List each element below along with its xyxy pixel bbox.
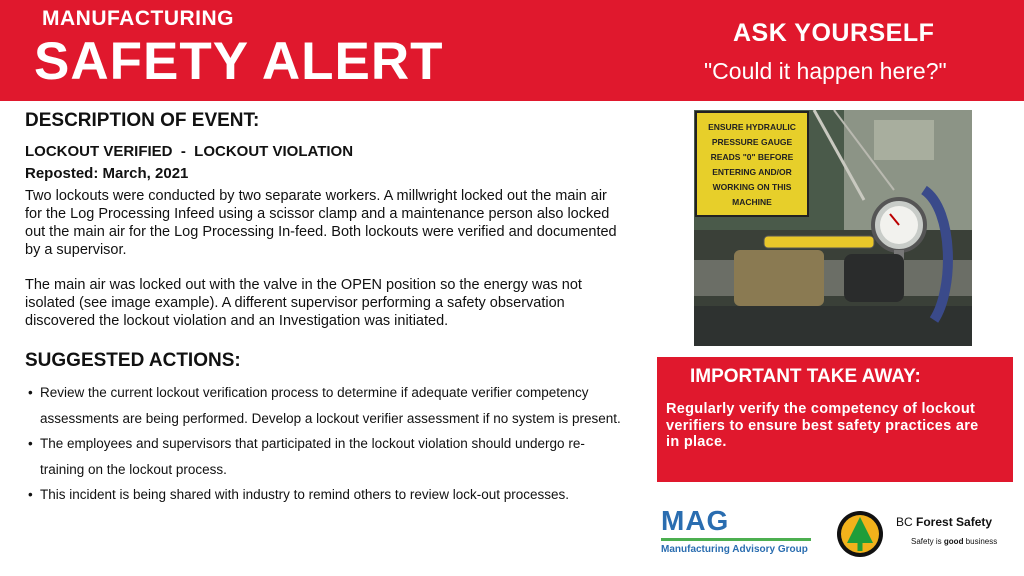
slogan-part: business [963, 537, 998, 546]
action-text: The employees and supervisors that participated in the lockout violation should undergo re-training on the lockout process. [40, 436, 585, 477]
reposted-date: Reposted: March, 2021 [25, 165, 189, 182]
bullet-icon: • [28, 385, 33, 400]
description-paragraph-2: The main air was locked out with the valve in the OPEN position so the energy was not isolated (see image example). A different supervisor performing a safety observation discovered the lockout violation and an Investigation was initiated. [25, 277, 582, 329]
banner-category: MANUFACTURING [42, 7, 234, 30]
sign-line: PRESSURE GAUGE [711, 137, 793, 147]
sign-line: READS "0" BEFORE [710, 152, 794, 162]
slogan-part: Safety is [911, 537, 944, 546]
mag-logo [661, 505, 821, 561]
list-item [25, 431, 625, 482]
bcfs-prefix: BC [896, 515, 917, 529]
action-text: This incident is being shared with industry to remind others to review lock-out processes. [40, 487, 569, 502]
bc-forest-safety-slogan [911, 537, 997, 546]
takeaway-title: IMPORTANT TAKE AWAY: [690, 366, 921, 387]
sign-line: ENSURE HYDRAULIC [708, 122, 796, 132]
action-text: Review the current lockout verification process to determine if adequate verifier competency assessments are being performed. Develop a lockout verifier assessment if no system is present. [40, 385, 621, 426]
description-paragraph-1: Two lockouts were conducted by two separate workers. A millwright locked out the main air for the Log Processing Infeed using a scissor clamp and a maintenance person also locked out the main air for the Log Processing In-feed. Both lockouts were verified and documented by a supervisor. [25, 188, 617, 258]
bullet-icon: • [28, 436, 33, 451]
ask-yourself-quote: "Could it happen here?" [704, 58, 947, 84]
bcfs-name: Forest Safety [916, 515, 993, 529]
mag-logo-underline [661, 538, 811, 541]
mag-logo-text: MAG [661, 505, 730, 536]
sign-line: MACHINE [732, 197, 772, 207]
bc-forest-safety-name [896, 515, 992, 529]
takeaway-box [657, 357, 1013, 482]
suggested-actions-list [25, 380, 625, 508]
valve-photo [694, 110, 972, 346]
event-subheading: LOCKOUT VERIFIED - LOCKOUT VIOLATION [25, 143, 354, 160]
banner-title: SAFETY ALERT [34, 32, 444, 91]
list-item [25, 380, 625, 431]
header-banner [0, 0, 1024, 101]
sign-line: WORKING ON THIS [712, 182, 792, 192]
slogan-part: good [943, 537, 964, 546]
list-item [25, 482, 625, 508]
bc-forest-safety-tree-icon [836, 510, 884, 558]
takeaway-body: Regularly verify the competency of lockout verifiers to ensure best safety practices are in place. [666, 401, 979, 450]
valve-photo-illustration [694, 110, 972, 346]
bullet-icon: • [28, 487, 33, 502]
mag-logo-subtitle: Manufacturing Advisory Group [661, 544, 808, 555]
ask-yourself-label: ASK YOURSELF [733, 19, 935, 47]
suggested-actions-heading: SUGGESTED ACTIONS: [25, 350, 241, 371]
sign-line: ENTERING AND/OR [712, 167, 792, 177]
description-heading: DESCRIPTION OF EVENT: [25, 110, 260, 131]
